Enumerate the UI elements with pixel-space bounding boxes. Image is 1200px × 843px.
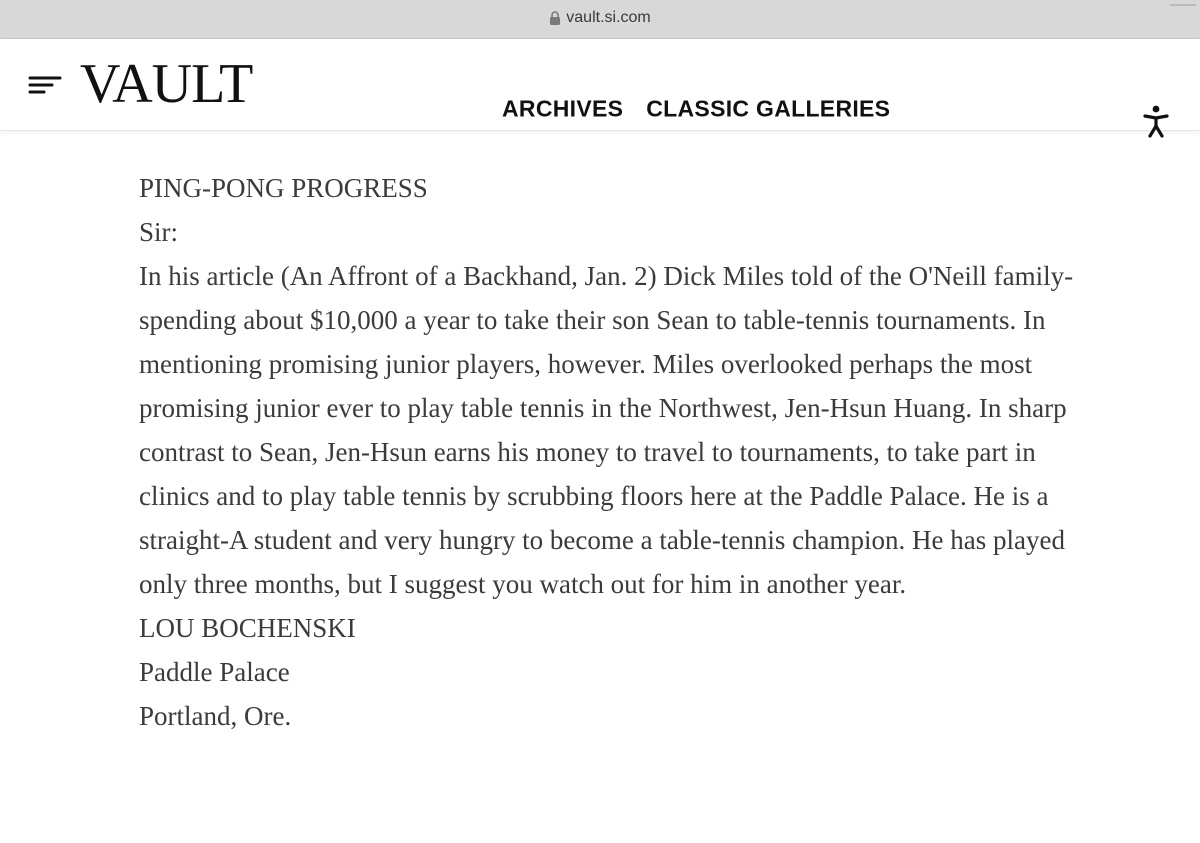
letter-article [139, 166, 1099, 738]
salutation: Sir: [139, 217, 179, 247]
nav-archives[interactable]: ARCHIVES [502, 95, 624, 122]
lock-icon [549, 11, 561, 25]
url-field[interactable] [0, 0, 1200, 36]
browser-address-bar [0, 0, 1200, 39]
menu-button[interactable] [27, 69, 65, 99]
main-nav [502, 96, 890, 123]
letter-body: In his article (An Affront of a Backhand, Jan. 2) Dick Miles told of the O'Neill family-spending about $10,000 a year to take their son Sean to table-tennis tournaments. In mentioning promising junior players, however. Miles overlooked perhaps the most promising junior ever to play table tennis in the Northwest, Jen-Hsun Huang. In sharp contrast to Sean, Jen-Hsun earns his money to travel to tournaments, to take part in clinics and to play table tennis by scrubbing floors here at the Paddle Palace. He is a straight-A student and very hungry to become a table-tennis champion. He has played only three months, but I suggest you watch out for him in another year. [139, 261, 1074, 599]
accessibility-icon [1142, 105, 1170, 139]
signature-name: LOU BOCHENSKI [139, 613, 356, 643]
signature-org: Paddle Palace [139, 657, 290, 687]
vault-logo[interactable]: VAULT [80, 53, 253, 115]
accessibility-button[interactable] [1142, 105, 1170, 139]
nav-classic-galleries[interactable]: CLASSIC GALLERIES [646, 95, 891, 122]
site-header [0, 39, 1200, 131]
article-title: PING-PONG PROGRESS [139, 173, 428, 203]
signature-location: Portland, Ore. [139, 701, 292, 731]
url-text: vault.si.com [566, 9, 651, 26]
menu-icon [27, 69, 65, 99]
